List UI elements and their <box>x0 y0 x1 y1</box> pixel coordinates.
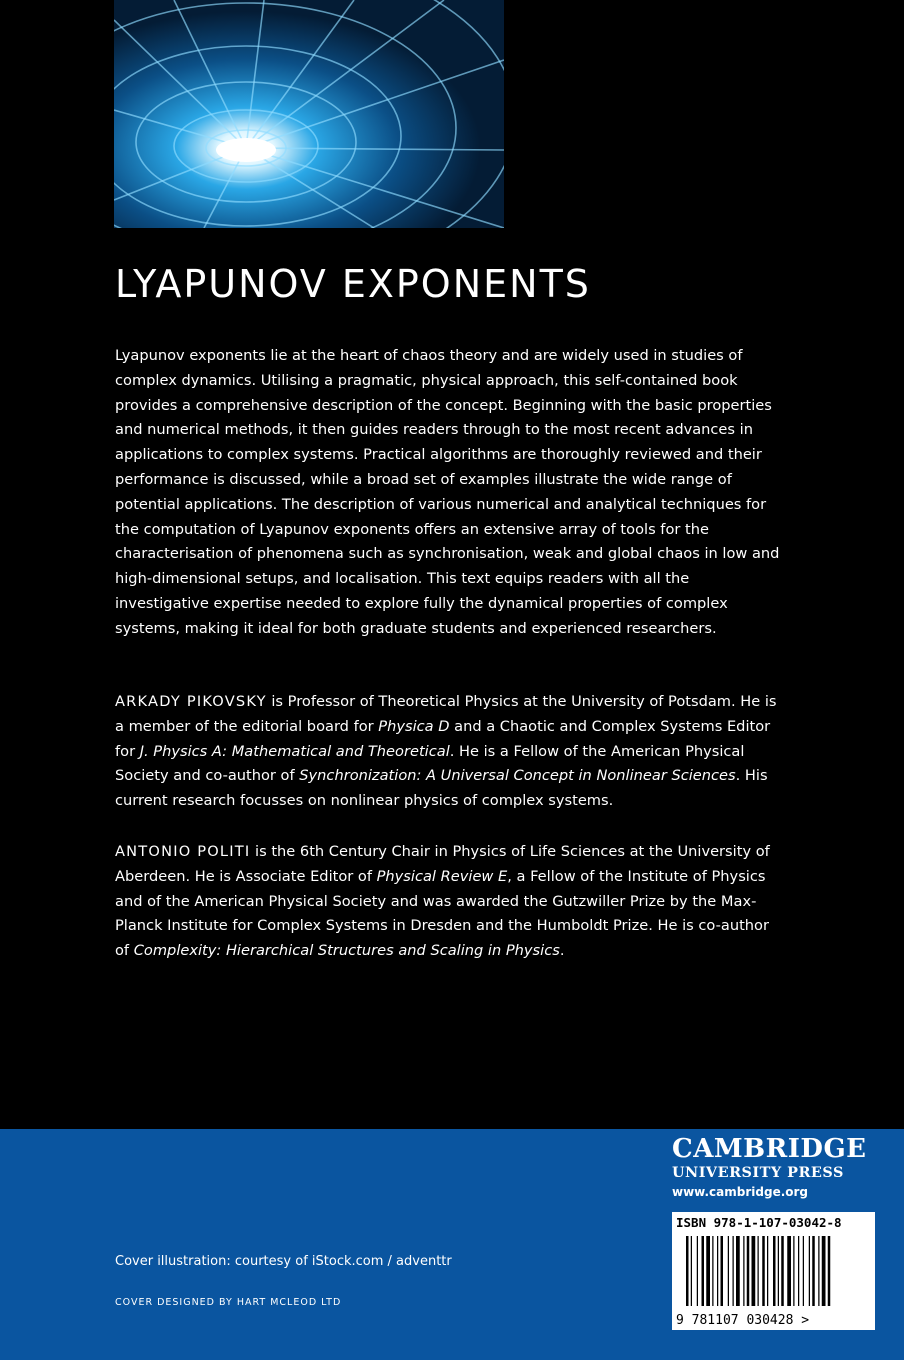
barcode-bar <box>691 1236 692 1306</box>
barcode-bar <box>822 1236 826 1306</box>
book-description: Lyapunov exponents lie at the heart of chaos theory and are widely used in studies of complex dynamics. Utilising a pragmatic, physical approach, this self-contained book provides a comprehensive description of the concept. Beginning with the basic properties and numerical methods, it then guides readers through to the most recent advances in applications to complex systems. Practical algorithms are thoroughly reviewed and their performance is discussed, while a broad set of examples illustrate the wide range of potential applications. The description of various numerical and analytical techniques for the computation of Lyapunov exponents offers an extensive array of tools for the characterisation of phenomena such as synchronisation, weak and global chaos in low and high-dimensional setups, and localisation. This text equips readers with all the investigative expertise needed to explore fully the dynamical properties of complex systems, making it ideal for both graduate students and experienced researchers. <box>115 347 780 637</box>
bio-text: is the 6th Century Chair in Physics of Life Sciences at the University of Aberdeen. He is Associate Editor of <box>115 843 770 885</box>
barcode-bar <box>686 1236 689 1306</box>
bio-journal-title: Physical Review E <box>376 867 508 885</box>
author-name: ANTONIO POLITI <box>115 843 251 860</box>
bio-book-title: Synchronization: A Universal Concept in Nonlinear Sciences <box>299 767 736 785</box>
cover-illustration <box>114 0 504 228</box>
publisher-logo <box>672 1134 877 1202</box>
barcode-bar <box>702 1236 705 1306</box>
barcode-bar <box>736 1236 740 1306</box>
barcode-bar <box>762 1236 765 1306</box>
bio-text: . <box>559 942 565 960</box>
barcode <box>672 1232 875 1330</box>
bio-journal-title: Physica D <box>378 717 450 735</box>
barcode-bar <box>828 1236 831 1306</box>
cover-designer-credit: COVER DESIGNED BY HART MCLEOD LTD <box>115 1297 342 1308</box>
barcode-bar <box>778 1236 779 1306</box>
vortex-grid-image <box>114 0 504 228</box>
barcode-bar <box>712 1236 713 1306</box>
barcode-bar <box>798 1236 799 1306</box>
barcode-bar <box>752 1236 756 1306</box>
bio-text: and a Chaotic and Complex Systems Editor for <box>115 717 771 760</box>
bio-text: , a Fellow of the Institute of Physics and of the American Physical Society and was awarded the Gutzwiller Prize by the Max-Planck Institute for Complex Systems in Dresden and the Humboldt Prize. He is co-author of <box>115 867 769 960</box>
isbn-label: ISBN 978-1-107-03042-8 <box>676 1215 842 1230</box>
bio-journal-title: J. Physics A: Mathematical and Theoretical <box>139 742 450 760</box>
isbn-barcode-box <box>672 1212 875 1330</box>
barcode-bar <box>793 1236 794 1306</box>
barcode-bar <box>733 1236 734 1306</box>
barcode-bar <box>781 1236 784 1306</box>
barcode-bar <box>787 1236 791 1306</box>
barcode-bar <box>697 1236 698 1306</box>
bio-text: is Professor of Theoretical Physics at the University of Potsdam. He is a member of the editorial board for <box>115 693 777 735</box>
barcode-bar <box>747 1236 750 1306</box>
barcode-bar <box>803 1236 804 1306</box>
barcode-bar <box>743 1236 744 1306</box>
barcode-bar <box>721 1236 724 1306</box>
author-bio-politi <box>115 840 780 964</box>
barcode-bar <box>706 1236 710 1306</box>
publisher-name: CAMBRIDGE <box>672 1134 867 1164</box>
barcode-bar <box>728 1236 729 1306</box>
barcode-bar <box>767 1236 768 1306</box>
book-title: LYAPUNOV EXPONENTS <box>115 262 591 306</box>
publisher-url: www.cambridge.org <box>672 1185 809 1199</box>
barcode-bars <box>686 1236 830 1306</box>
bio-text: . His current research focusses on nonlinear physics of complex systems. <box>115 767 768 810</box>
barcode-bar <box>818 1236 819 1306</box>
author-name: ARKADY PIKOVSKY <box>115 693 267 710</box>
barcode-bar <box>773 1236 776 1306</box>
author-bio-pikovsky <box>115 690 780 814</box>
cover-illustration-credit: Cover illustration: courtesy of iStock.com / adventtr <box>115 1254 452 1269</box>
bio-book-title: Complexity: Hierarchical Structures and Scaling in Physics <box>133 942 560 960</box>
publisher-subname: UNIVERSITY PRESS <box>672 1164 844 1181</box>
barcode-digits: 9 781107 030428 > <box>676 1313 810 1328</box>
barcode-bar <box>758 1236 759 1306</box>
bio-text: . He is a Fellow of the American Physical Society and co-author of <box>115 742 745 785</box>
barcode-bar <box>812 1236 815 1306</box>
barcode-bar <box>717 1236 718 1306</box>
barcode-bar <box>809 1236 810 1306</box>
